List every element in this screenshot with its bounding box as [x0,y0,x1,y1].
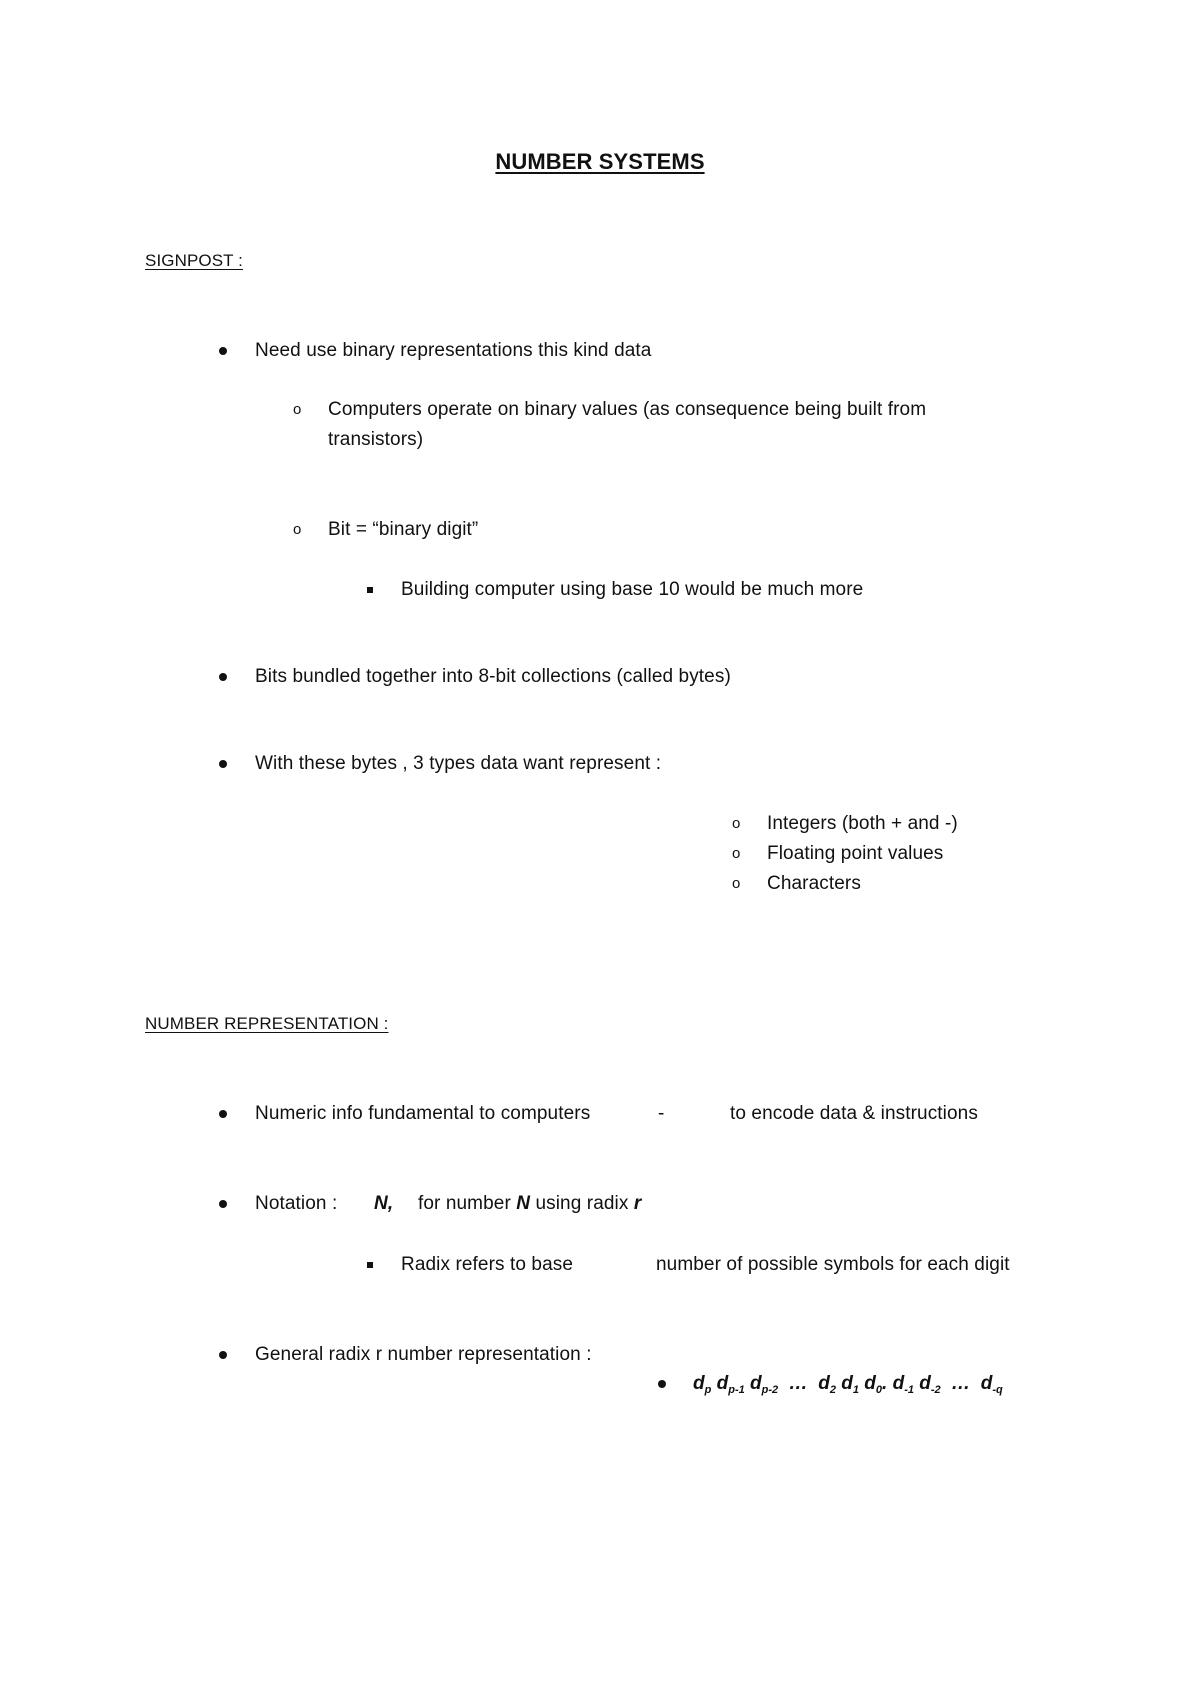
list-item: Building computer using base 10 would be much more [401,579,864,600]
list-item: Bits bundled together into 8-bit collections (called bytes) [255,666,731,687]
section-heading-number-representation: NUMBER REPRESENTATION : [145,1014,389,1033]
list-item: transistors) [328,429,424,450]
square-bullet-icon [367,587,373,593]
circle-bullet-icon: o [732,875,741,892]
list-item: Integers (both + and -) [767,813,958,834]
list-item: to encode data & instructions [730,1103,978,1124]
list-item: Bit = “binary digit” [328,519,479,540]
list-item: for number N using radix r [418,1193,642,1214]
list-item: Radix refers to base [401,1254,574,1275]
circle-bullet-icon: o [293,521,302,538]
bullet-icon [219,1110,227,1118]
bullet-icon [219,1200,227,1208]
list-item: General radix r number representation : [255,1344,592,1365]
list-item: Computers operate on binary values (as consequence being built from [328,399,927,420]
bullet-icon [219,347,227,355]
page-title: NUMBER SYSTEMS [495,149,705,174]
list-item-label: Notation : [255,1193,338,1214]
bullet-icon [219,673,227,681]
list-item: number of possible symbols for each digit [656,1254,1010,1275]
list-item: Need use binary representations this kind data [255,340,652,361]
list-item: With these bytes , 3 types data want represent : [255,753,662,774]
bullet-icon [219,760,227,768]
list-item-dash: - [658,1103,665,1124]
list-item: Numeric info fundamental to computers [255,1103,591,1124]
bullet-icon [658,1380,666,1388]
list-item: Floating point values [767,843,944,864]
bullet-icon [219,1351,227,1359]
radix-formula: $d_p$ $d_{p-1}$ $d_{p-2}$ … $d_2$ $d_1$ $d_0$. $d_{-1}$ $d_{-2}$ … $d_{-q}$ [693,1373,1003,1396]
circle-bullet-icon: o [293,401,302,418]
section-heading-signpost: SIGNPOST : [145,251,243,270]
square-bullet-icon [367,1262,373,1268]
notation-symbol: N, [374,1193,394,1214]
list-item: Characters [767,873,861,894]
circle-bullet-icon: o [732,815,741,832]
circle-bullet-icon: o [732,845,741,862]
